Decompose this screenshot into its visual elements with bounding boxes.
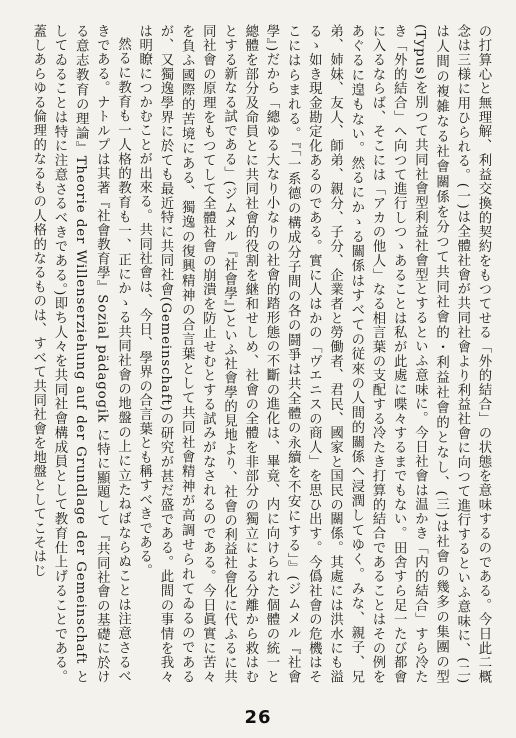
- body-paragraph-1: の打算心と無理解、利益交換的契約をもつてせる「外的結合」の状態を意味するのである。今日此二概念は三様に用ひられる。(一)は全體社會が共同社會より利益社會に向つて進行するといふ意味に、(二)は人間の複雑なる社會關係を分つて共同社會的・利益社會的となし、(三)は社會の幾多の集團の型(Typus)を別つて共同社會型利益社會型とするといふ意味に。今日社會は温かき「内的結合」すら冷たき「外的結合」へ向つて進行しつゝあることは私が此處に喋々するまでもない。田舎すら足一たび都會に入るならば、そこには「アカの他人」なる相言葉の支配する冷たき打算的結合であることはその例をあぐるに遑もない。然るにかゝる關係はすべての従來の人間的關係へ浸潤してゆく。みな、親子、兄弟、姉妹、友人、師弟、親分、子分、企業者と勞働者、君民、國家と国民の關係。其處には洪水にも溢るゝ如き現金勘定化あるのである。實に人はかの「ヴエニスの商人」を思ひ出す。今僞社會の危機はそこにはらまれる。『「一系德の構成分子間の各の鬪爭は共全體の永續を不安にする」』(ジムメル『社會學』)だから「總ゆる大なり小なりの社會的踏形態の不斷の進化は、畢竟、内に向けられた個體の統一と總體を部分及命員とに共同社會的役割を継和せしめ、社會の全體を非部分の獨立による分離から救はむとする新なる試である」(ジムメル『社會學』)といふ社會學的見地より、社會の利益社會化に代ふるに共同社會の原理をもつてして全體社會の崩潰を防止せむとする試みがなされるのである。今日眞實に苦々を負ふ國際的苦境にある、獨逸の復興精神の合言葉として共同社會精神が高調せられてゐるのであるが、又獨逸學界に於ても最近特に共同社會(Gemeinschaft)の研究が甚だ盛である。此間の事情を我々は明瞭につかむことが出來る。共同社會は、今日、學界の合言葉とも稱すべきである。: [136, 24, 491, 684]
- vertical-text-body: [22, 24, 494, 684]
- body-paragraph-2: 然るに教育も一人格的教育も一、正にかゝる共同社會の地盤の上に立たねばならぬことは注意さるべきである。ナトルプは其著『社會教育學』Sozial pädagogik に特に顯題して『共同社會の基礎に於ける意志教育の理論』Theorie der Willenserziehung auf der Grundlage der Gemeinschaft としてゐることは特に注意さるべきである。)即ち人々を共同社會構成員として教育仕上げることである。蓋しあらゆる倫理的なるもの人格的なるものは、すべて共同社會を地盤としてこそはじ: [30, 24, 131, 684]
- page-number: 26: [244, 707, 272, 728]
